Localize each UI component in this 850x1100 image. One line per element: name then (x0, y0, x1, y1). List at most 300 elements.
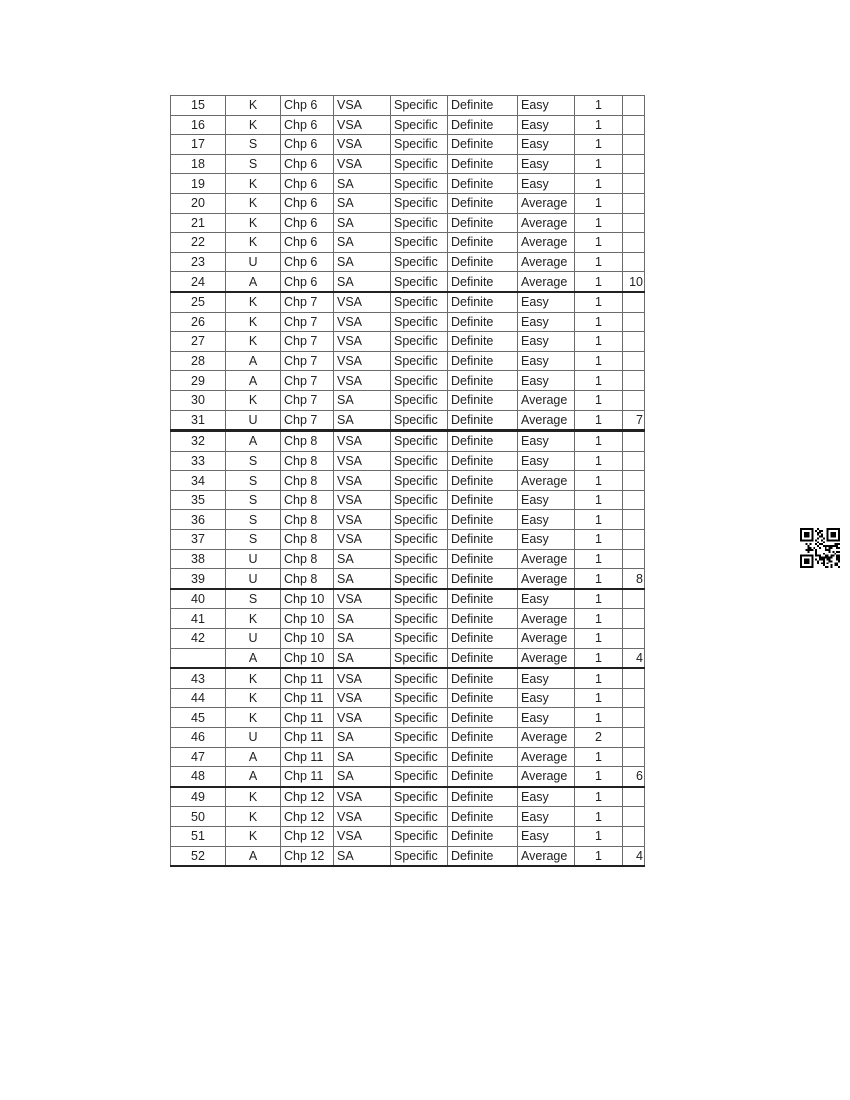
chapter-cell: Chp 8 (281, 510, 334, 530)
scope-cell: Specific (391, 668, 448, 688)
row-number-cell: 48 (171, 767, 226, 787)
chapter-total-cell (623, 174, 645, 194)
chapter-cell: Chp 8 (281, 451, 334, 471)
question-type-cell: SA (334, 629, 391, 649)
difficulty-cell: Easy (518, 490, 575, 510)
cognitive-level-cell: A (226, 747, 281, 767)
cognitive-level-cell: S (226, 451, 281, 471)
difficulty-cell: Average (518, 193, 575, 213)
row-number-cell: 21 (171, 213, 226, 233)
row-number-cell: 46 (171, 728, 226, 748)
question-type-cell: VSA (334, 589, 391, 609)
chapter-total-cell (623, 96, 645, 116)
chapter-cell: Chp 8 (281, 530, 334, 550)
difficulty-cell: Easy (518, 451, 575, 471)
row-number-cell: 20 (171, 193, 226, 213)
table-row (171, 787, 645, 807)
question-type-cell: SA (334, 233, 391, 253)
question-type-cell: SA (334, 213, 391, 233)
cognitive-level-cell: K (226, 233, 281, 253)
difficulty-cell: Easy (518, 826, 575, 846)
chapter-cell: Chp 12 (281, 807, 334, 827)
answer-type-cell: Definite (448, 728, 518, 748)
scope-cell: Specific (391, 115, 448, 135)
cognitive-level-cell: K (226, 688, 281, 708)
scope-cell: Specific (391, 213, 448, 233)
question-type-cell: VSA (334, 826, 391, 846)
marks-cell: 1 (575, 490, 623, 510)
cognitive-level-cell: K (226, 609, 281, 629)
table-row (171, 708, 645, 728)
scope-cell: Specific (391, 747, 448, 767)
cognitive-level-cell: S (226, 530, 281, 550)
cognitive-level-cell: K (226, 826, 281, 846)
question-type-cell: VSA (334, 292, 391, 312)
chapter-total-cell (623, 826, 645, 846)
marks-cell: 1 (575, 272, 623, 292)
question-type-cell: VSA (334, 530, 391, 550)
scope-cell: Specific (391, 451, 448, 471)
marks-cell: 1 (575, 569, 623, 589)
table-row (171, 609, 645, 629)
cognitive-level-cell: A (226, 272, 281, 292)
table-row (171, 410, 645, 431)
cognitive-level-cell: K (226, 708, 281, 728)
chapter-cell: Chp 6 (281, 135, 334, 155)
row-number-cell: 28 (171, 351, 226, 371)
difficulty-cell: Easy (518, 154, 575, 174)
table-row (171, 292, 645, 312)
qr-code-icon (800, 528, 840, 568)
answer-type-cell: Definite (448, 530, 518, 550)
table-row (171, 371, 645, 391)
table-row (171, 668, 645, 688)
answer-type-cell: Definite (448, 609, 518, 629)
chapter-cell: Chp 10 (281, 648, 334, 668)
row-number-cell: 50 (171, 807, 226, 827)
answer-type-cell: Definite (448, 390, 518, 410)
scope-cell: Specific (391, 807, 448, 827)
difficulty-cell: Easy (518, 96, 575, 116)
chapter-cell: Chp 6 (281, 193, 334, 213)
chapter-cell: Chp 11 (281, 728, 334, 748)
answer-type-cell: Definite (448, 471, 518, 491)
question-blueprint-table (170, 95, 645, 867)
answer-type-cell: Definite (448, 154, 518, 174)
scope-cell: Specific (391, 510, 448, 530)
marks-cell: 1 (575, 96, 623, 116)
row-number-cell: 22 (171, 233, 226, 253)
scope-cell: Specific (391, 490, 448, 510)
answer-type-cell: Definite (448, 688, 518, 708)
chapter-cell: Chp 11 (281, 747, 334, 767)
scope-cell: Specific (391, 312, 448, 332)
marks-cell: 1 (575, 390, 623, 410)
difficulty-cell: Average (518, 728, 575, 748)
question-type-cell: SA (334, 747, 391, 767)
scope-cell: Specific (391, 530, 448, 550)
cognitive-level-cell: A (226, 431, 281, 452)
cognitive-level-cell: K (226, 807, 281, 827)
question-type-cell: VSA (334, 668, 391, 688)
answer-type-cell: Definite (448, 410, 518, 431)
marks-cell: 1 (575, 846, 623, 866)
answer-type-cell: Definite (448, 233, 518, 253)
difficulty-cell: Easy (518, 708, 575, 728)
scope-cell: Specific (391, 154, 448, 174)
difficulty-cell: Easy (518, 589, 575, 609)
question-type-cell: VSA (334, 490, 391, 510)
row-number-cell: 35 (171, 490, 226, 510)
question-type-cell: VSA (334, 708, 391, 728)
chapter-total-cell (623, 154, 645, 174)
chapter-cell: Chp 11 (281, 708, 334, 728)
table-row (171, 154, 645, 174)
chapter-cell: Chp 7 (281, 312, 334, 332)
chapter-total-cell (623, 351, 645, 371)
cognitive-level-cell: K (226, 787, 281, 807)
chapter-cell: Chp 10 (281, 589, 334, 609)
chapter-cell: Chp 6 (281, 115, 334, 135)
scope-cell: Specific (391, 471, 448, 491)
question-type-cell: SA (334, 648, 391, 668)
row-number-cell: 45 (171, 708, 226, 728)
answer-type-cell: Definite (448, 174, 518, 194)
table-row (171, 351, 645, 371)
answer-type-cell: Definite (448, 96, 518, 116)
difficulty-cell: Easy (518, 530, 575, 550)
scope-cell: Specific (391, 589, 448, 609)
marks-cell: 1 (575, 174, 623, 194)
marks-cell: 1 (575, 371, 623, 391)
cognitive-level-cell: S (226, 135, 281, 155)
difficulty-cell: Average (518, 213, 575, 233)
question-type-cell: VSA (334, 115, 391, 135)
row-number-cell: 18 (171, 154, 226, 174)
answer-type-cell: Definite (448, 668, 518, 688)
marks-cell: 1 (575, 787, 623, 807)
chapter-total-cell (623, 530, 645, 550)
table-row (171, 115, 645, 135)
difficulty-cell: Average (518, 252, 575, 272)
answer-type-cell: Definite (448, 787, 518, 807)
marks-cell: 1 (575, 135, 623, 155)
cognitive-level-cell: K (226, 312, 281, 332)
cognitive-level-cell: S (226, 154, 281, 174)
chapter-cell: Chp 7 (281, 332, 334, 352)
row-number-cell: 51 (171, 826, 226, 846)
table-row (171, 549, 645, 569)
question-type-cell: VSA (334, 471, 391, 491)
marks-cell: 1 (575, 668, 623, 688)
row-number-cell: 34 (171, 471, 226, 491)
difficulty-cell: Average (518, 648, 575, 668)
row-number-cell: 31 (171, 410, 226, 431)
table-row (171, 332, 645, 352)
answer-type-cell: Definite (448, 213, 518, 233)
table-row (171, 272, 645, 292)
difficulty-cell: Easy (518, 668, 575, 688)
chapter-cell: Chp 12 (281, 826, 334, 846)
difficulty-cell: Easy (518, 688, 575, 708)
answer-type-cell: Definite (448, 292, 518, 312)
row-number-cell: 41 (171, 609, 226, 629)
scope-cell: Specific (391, 767, 448, 787)
scope-cell: Specific (391, 233, 448, 253)
question-type-cell: SA (334, 272, 391, 292)
scope-cell: Specific (391, 193, 448, 213)
question-type-cell: SA (334, 252, 391, 272)
difficulty-cell: Easy (518, 174, 575, 194)
marks-cell: 1 (575, 312, 623, 332)
answer-type-cell: Definite (448, 272, 518, 292)
difficulty-cell: Average (518, 767, 575, 787)
chapter-cell: Chp 11 (281, 767, 334, 787)
scope-cell: Specific (391, 787, 448, 807)
difficulty-cell: Average (518, 609, 575, 629)
chapter-cell: Chp 6 (281, 213, 334, 233)
chapter-cell: Chp 7 (281, 351, 334, 371)
question-type-cell: SA (334, 174, 391, 194)
answer-type-cell: Definite (448, 351, 518, 371)
answer-type-cell: Definite (448, 826, 518, 846)
chapter-total-cell (623, 390, 645, 410)
marks-cell: 1 (575, 629, 623, 649)
marks-cell: 1 (575, 609, 623, 629)
difficulty-cell: Easy (518, 312, 575, 332)
cognitive-level-cell: U (226, 252, 281, 272)
cognitive-level-cell: U (226, 629, 281, 649)
question-type-cell: VSA (334, 96, 391, 116)
cognitive-level-cell: K (226, 174, 281, 194)
scope-cell: Specific (391, 688, 448, 708)
scope-cell: Specific (391, 292, 448, 312)
cognitive-level-cell: U (226, 410, 281, 431)
marks-cell: 1 (575, 826, 623, 846)
table-row (171, 135, 645, 155)
difficulty-cell: Average (518, 233, 575, 253)
chapter-cell: Chp 7 (281, 371, 334, 391)
scope-cell: Specific (391, 351, 448, 371)
question-type-cell: VSA (334, 312, 391, 332)
chapter-total-cell (623, 629, 645, 649)
table-body (171, 96, 645, 867)
table-row (171, 569, 645, 589)
chapter-total-cell (623, 471, 645, 491)
difficulty-cell: Average (518, 629, 575, 649)
chapter-total-cell (623, 668, 645, 688)
difficulty-cell: Easy (518, 292, 575, 312)
chapter-total-cell (623, 135, 645, 155)
table-row (171, 193, 645, 213)
chapter-cell: Chp 7 (281, 292, 334, 312)
marks-cell: 2 (575, 728, 623, 748)
row-number-cell: 19 (171, 174, 226, 194)
marks-cell: 1 (575, 648, 623, 668)
row-number-cell: 49 (171, 787, 226, 807)
table-row (171, 728, 645, 748)
row-number-cell: 24 (171, 272, 226, 292)
question-type-cell: VSA (334, 787, 391, 807)
table-row (171, 451, 645, 471)
chapter-total-cell (623, 332, 645, 352)
cognitive-level-cell: S (226, 589, 281, 609)
chapter-total-cell (623, 728, 645, 748)
answer-type-cell: Definite (448, 312, 518, 332)
marks-cell: 1 (575, 451, 623, 471)
row-number-cell: 39 (171, 569, 226, 589)
marks-cell: 1 (575, 115, 623, 135)
question-type-cell: SA (334, 410, 391, 431)
question-type-cell: VSA (334, 351, 391, 371)
table-row (171, 589, 645, 609)
difficulty-cell: Average (518, 569, 575, 589)
question-type-cell: SA (334, 728, 391, 748)
cognitive-level-cell: K (226, 668, 281, 688)
cognitive-level-cell: K (226, 115, 281, 135)
answer-type-cell: Definite (448, 332, 518, 352)
marks-cell: 1 (575, 252, 623, 272)
scope-cell: Specific (391, 96, 448, 116)
question-type-cell: VSA (334, 451, 391, 471)
row-number-cell: 26 (171, 312, 226, 332)
difficulty-cell: Easy (518, 332, 575, 352)
row-number-cell: 30 (171, 390, 226, 410)
table-row (171, 846, 645, 866)
chapter-total-cell (623, 312, 645, 332)
row-number-cell: 32 (171, 431, 226, 452)
row-number-cell: 27 (171, 332, 226, 352)
difficulty-cell: Average (518, 272, 575, 292)
chapter-total-cell (623, 490, 645, 510)
answer-type-cell: Definite (448, 747, 518, 767)
answer-type-cell: Definite (448, 708, 518, 728)
marks-cell: 1 (575, 233, 623, 253)
chapter-total-cell: 7 (623, 410, 645, 431)
cognitive-level-cell: K (226, 332, 281, 352)
chapter-total-cell (623, 371, 645, 391)
marks-cell: 1 (575, 807, 623, 827)
difficulty-cell: Easy (518, 135, 575, 155)
scope-cell: Specific (391, 728, 448, 748)
row-number-cell: 52 (171, 846, 226, 866)
answer-type-cell: Definite (448, 549, 518, 569)
marks-cell: 1 (575, 431, 623, 452)
difficulty-cell: Average (518, 747, 575, 767)
row-number-cell: 25 (171, 292, 226, 312)
row-number-cell: 40 (171, 589, 226, 609)
chapter-total-cell (623, 589, 645, 609)
table-row (171, 688, 645, 708)
answer-type-cell: Definite (448, 569, 518, 589)
question-type-cell: VSA (334, 431, 391, 452)
difficulty-cell: Easy (518, 431, 575, 452)
chapter-total-cell (623, 787, 645, 807)
marks-cell: 1 (575, 549, 623, 569)
chapter-total-cell: 8 (623, 569, 645, 589)
scope-cell: Specific (391, 708, 448, 728)
marks-cell: 1 (575, 471, 623, 491)
row-number-cell: 16 (171, 115, 226, 135)
cognitive-level-cell: K (226, 292, 281, 312)
answer-type-cell: Definite (448, 451, 518, 471)
scope-cell: Specific (391, 272, 448, 292)
marks-cell: 1 (575, 292, 623, 312)
marks-cell: 1 (575, 193, 623, 213)
marks-cell: 1 (575, 332, 623, 352)
chapter-cell: Chp 7 (281, 410, 334, 431)
chapter-total-cell (623, 708, 645, 728)
cognitive-level-cell: A (226, 371, 281, 391)
row-number-cell: 43 (171, 668, 226, 688)
chapter-total-cell (623, 431, 645, 452)
chapter-cell: Chp 11 (281, 688, 334, 708)
cognitive-level-cell: K (226, 390, 281, 410)
row-number-cell: 23 (171, 252, 226, 272)
question-type-cell: VSA (334, 371, 391, 391)
row-number-cell: 29 (171, 371, 226, 391)
question-type-cell: SA (334, 193, 391, 213)
marks-cell: 1 (575, 767, 623, 787)
marks-cell: 1 (575, 688, 623, 708)
scope-cell: Specific (391, 332, 448, 352)
answer-type-cell: Definite (448, 807, 518, 827)
table-row (171, 390, 645, 410)
chapter-cell: Chp 6 (281, 96, 334, 116)
chapter-cell: Chp 12 (281, 787, 334, 807)
difficulty-cell: Average (518, 390, 575, 410)
answer-type-cell: Definite (448, 589, 518, 609)
chapter-total-cell (623, 807, 645, 827)
table-row (171, 471, 645, 491)
difficulty-cell: Easy (518, 510, 575, 530)
answer-type-cell: Definite (448, 431, 518, 452)
question-type-cell: VSA (334, 510, 391, 530)
answer-type-cell: Definite (448, 767, 518, 787)
chapter-total-cell (623, 747, 645, 767)
row-number-cell: 15 (171, 96, 226, 116)
difficulty-cell: Average (518, 471, 575, 491)
chapter-total-cell (623, 213, 645, 233)
cognitive-level-cell: K (226, 193, 281, 213)
answer-type-cell: Definite (448, 490, 518, 510)
chapter-cell: Chp 6 (281, 252, 334, 272)
table-row (171, 648, 645, 668)
answer-type-cell: Definite (448, 115, 518, 135)
table-row (171, 747, 645, 767)
answer-type-cell: Definite (448, 193, 518, 213)
chapter-cell: Chp 12 (281, 846, 334, 866)
chapter-total-cell (623, 292, 645, 312)
cognitive-level-cell: A (226, 351, 281, 371)
scope-cell: Specific (391, 609, 448, 629)
row-number-cell: 38 (171, 549, 226, 569)
chapter-total-cell: 6 (623, 767, 645, 787)
scope-cell: Specific (391, 648, 448, 668)
row-number-cell: 17 (171, 135, 226, 155)
question-type-cell: SA (334, 767, 391, 787)
table-row (171, 510, 645, 530)
chapter-total-cell (623, 115, 645, 135)
answer-type-cell: Definite (448, 135, 518, 155)
row-number-cell: 44 (171, 688, 226, 708)
chapter-total-cell (623, 688, 645, 708)
table-row (171, 431, 645, 452)
answer-type-cell: Definite (448, 846, 518, 866)
difficulty-cell: Average (518, 846, 575, 866)
answer-type-cell: Definite (448, 371, 518, 391)
row-number-cell: 47 (171, 747, 226, 767)
